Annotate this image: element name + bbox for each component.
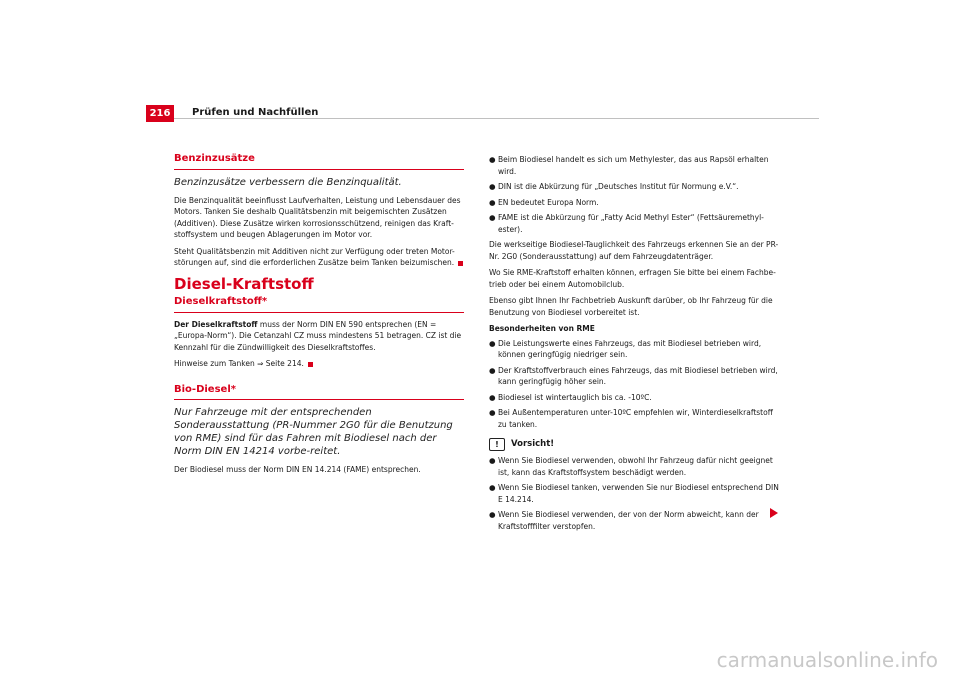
list-item: ● DIN ist die Abkürzung für „Deutsches Institut für Normung e.V.“. xyxy=(489,182,739,191)
end-mark-icon xyxy=(308,362,313,367)
list-item: ● Biodiesel ist wintertauglich bis ca. -10ºC. xyxy=(489,392,652,402)
warning-heading xyxy=(489,438,779,451)
right-column xyxy=(489,154,779,536)
paragraph: Die Benzinqualität beeinflusst Laufverhalten, Leistung und Lebensdauer des Motors. Tanken Sie deshalb Qualitätsbenzin mit beigemischten Zusätzen (Additiven). Diese Zusätze wirken korrosionsschützend, reinigen das Kraft-stoffsystem und beugen Ablagerungen im Motor vor. xyxy=(174,195,461,239)
watermark: carmanualsonline.info xyxy=(716,648,938,672)
list-item: ● Beim Biodiesel handelt es sich um Methylester, das aus Rapsöl erhalten wird. xyxy=(489,155,769,176)
paragraph: Steht Qualitätsbenzin mit Additiven nicht zur Verfügung oder treten Motor-störungen auf, sind die erforderlichen Zusätze beim Tanken beizumischen. xyxy=(174,246,464,269)
list-item: ● FAME ist die Abkürzung für „Fatty Acid Methyl Ester“ (Fettsäuremethyl-ester). xyxy=(489,213,764,234)
section-heading-dieselkraftstoff: Dieselkraftstoff* xyxy=(174,296,464,313)
left-column xyxy=(174,153,464,481)
chapter-title: Diesel-Kraftstoff xyxy=(174,274,314,293)
section-heading-biodiesel: Bio-Diesel* xyxy=(174,384,464,401)
section-lead: Nur Fahrzeuge mit der entsprechenden Sonderausstattung (PR-Nummer 2G0 für die Benutzung von RME) sind für das Fahren mit Biodiesel nach der Norm DIN EN 14214 vorbe-reitet. xyxy=(174,407,453,457)
list-item: ● Wenn Sie Biodiesel tanken, verwenden Sie nur Biodiesel entsprechend DIN E 14.214. xyxy=(489,483,779,504)
next-page-arrow-icon xyxy=(770,508,778,518)
section-lead: Benzinzusätze verbessern die Benzinqualität. xyxy=(174,176,402,188)
list-item: ● Die Leistungswerte eines Fahrzeugs, das mit Biodiesel betrieben wird, können geringfügig niedriger sein. xyxy=(489,338,762,359)
list-item: ● Bei Außentemperaturen unter-10ºC empfehlen wir, Winterdieselkraftstoff zu tanken. xyxy=(489,408,773,429)
warning-title: Vorsicht! xyxy=(511,438,555,449)
page-header-title: Prüfen und Nachfüllen xyxy=(192,107,319,118)
list-item: ● EN bedeutet Europa Norm. xyxy=(489,197,599,207)
paragraph: Wo Sie RME-Kraftstoff erhalten können, erfragen Sie bitte bei einem Fachbe-trieb oder bei einem Automobilclub. xyxy=(489,268,776,289)
warning-icon: ! xyxy=(489,438,505,451)
page-number: 216 xyxy=(146,105,174,122)
list-item: ● Der Kraftstoffverbrauch eines Fahrzeugs, das mit Biodiesel betrieben wird, kann geringfügig höher sein. xyxy=(489,365,778,386)
paragraph: Die werkseitige Biodiesel-Tauglichkeit des Fahrzeugs erkennen Sie an der PR-Nr. 2G0 (Sonderausstattung) auf dem Fahrzeugdatenträger. xyxy=(489,240,779,261)
section-heading-benzinzusaetze: Benzinzusätze xyxy=(174,153,464,170)
list-item: ● Wenn Sie Biodiesel verwenden, der von der Norm abweicht, kann der Kraftstofffilter verstopfen. xyxy=(489,510,759,531)
end-mark-icon xyxy=(458,261,463,266)
paragraph: Der Biodiesel muss der Norm DIN EN 14.214 (FAME) entsprechen. xyxy=(174,465,421,474)
list-item: ● Wenn Sie Biodiesel verwenden, obwohl Ihr Fahrzeug dafür nicht geeignet ist, kann das Kraftstoffsystem beschädigt werden. xyxy=(489,456,773,477)
paragraph: Der Dieselkraftstoff muss der Norm DIN EN 590 entsprechen (EN = „Europa-Norm“). Die Cetanzahl CZ muss mindestens 51 betragen. CZ ist die Kennzahl für die Zündwilligkeit des Dieselkraftstoffes. xyxy=(174,319,462,352)
paragraph: Hinweise zum Tanken ⇒ Seite 214. xyxy=(174,358,464,370)
subheading-rme: Besonderheiten von RME xyxy=(489,324,595,333)
paragraph: Ebenso gibt Ihnen Ihr Fachbetrieb Auskunft darüber, ob Ihr Fahrzeug für die Benutzung von Biodiesel vorbereitet ist. xyxy=(489,296,773,317)
header-divider xyxy=(174,118,819,119)
